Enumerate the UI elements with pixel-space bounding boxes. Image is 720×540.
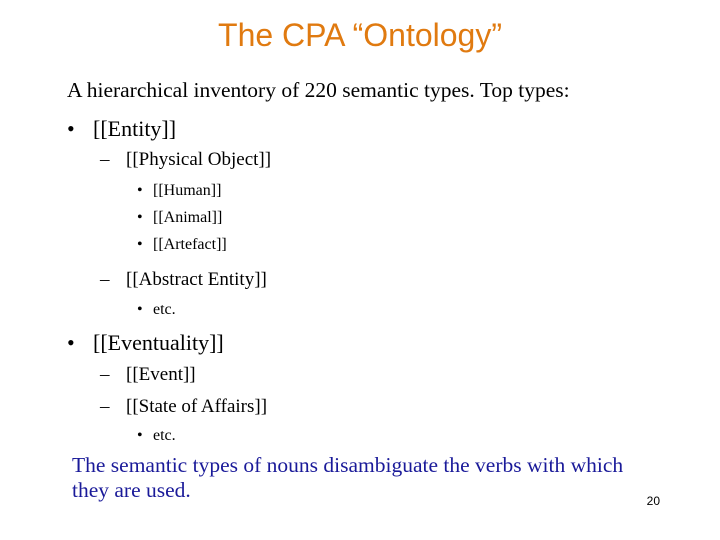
dash-icon: – <box>100 269 110 290</box>
bullet-icon: • <box>137 301 143 318</box>
outline-item-label: [[Animal]] <box>153 209 223 226</box>
outline-item-state-of-affairs <box>100 397 267 416</box>
outline-item-physical-object <box>100 150 271 169</box>
outline-item-label: [[Abstract Entity]] <box>126 269 267 290</box>
outline-item-abstract-entity <box>100 270 267 289</box>
dash-icon: – <box>100 396 110 417</box>
outline-item-etc <box>137 428 176 444</box>
outline-item-label: [[Event]] <box>126 364 196 385</box>
outline-item-etc <box>137 302 176 318</box>
outline-item-event <box>100 365 196 384</box>
bullet-icon: • <box>67 330 75 355</box>
bullet-icon: • <box>137 209 143 226</box>
bullet-icon: • <box>137 182 143 199</box>
outline-item-animal <box>137 210 222 226</box>
bullet-icon: • <box>137 236 143 253</box>
outline-item-label: [[State of Affairs]] <box>126 396 268 417</box>
outline-item-label: etc. <box>153 301 176 318</box>
footer-note: The semantic types of nouns disambiguate the verbs with which they are used. <box>72 453 624 502</box>
slide-title: The CPA “Ontology” <box>218 17 502 53</box>
outline-item-human <box>137 183 221 199</box>
outline-item-eventuality <box>67 332 224 354</box>
dash-icon: – <box>100 364 110 385</box>
page-number: 20 <box>646 494 660 508</box>
outline-item-label: etc. <box>153 427 176 444</box>
intro-text: A hierarchical inventory of 220 semantic types. Top types: <box>67 78 570 102</box>
outline-item-label: [[Entity]] <box>93 116 177 141</box>
outline-item-label: [[Artefact]] <box>153 236 227 253</box>
bullet-icon: • <box>67 116 75 141</box>
outline-item-label: [[Human]] <box>153 182 222 199</box>
dash-icon: – <box>100 149 110 170</box>
outline-item-label: [[Eventuality]] <box>93 330 224 355</box>
outline-item-artefact <box>137 237 227 253</box>
outline-item-label: [[Physical Object]] <box>126 149 272 170</box>
outline-item-entity <box>67 118 176 140</box>
bullet-icon: • <box>137 427 143 444</box>
